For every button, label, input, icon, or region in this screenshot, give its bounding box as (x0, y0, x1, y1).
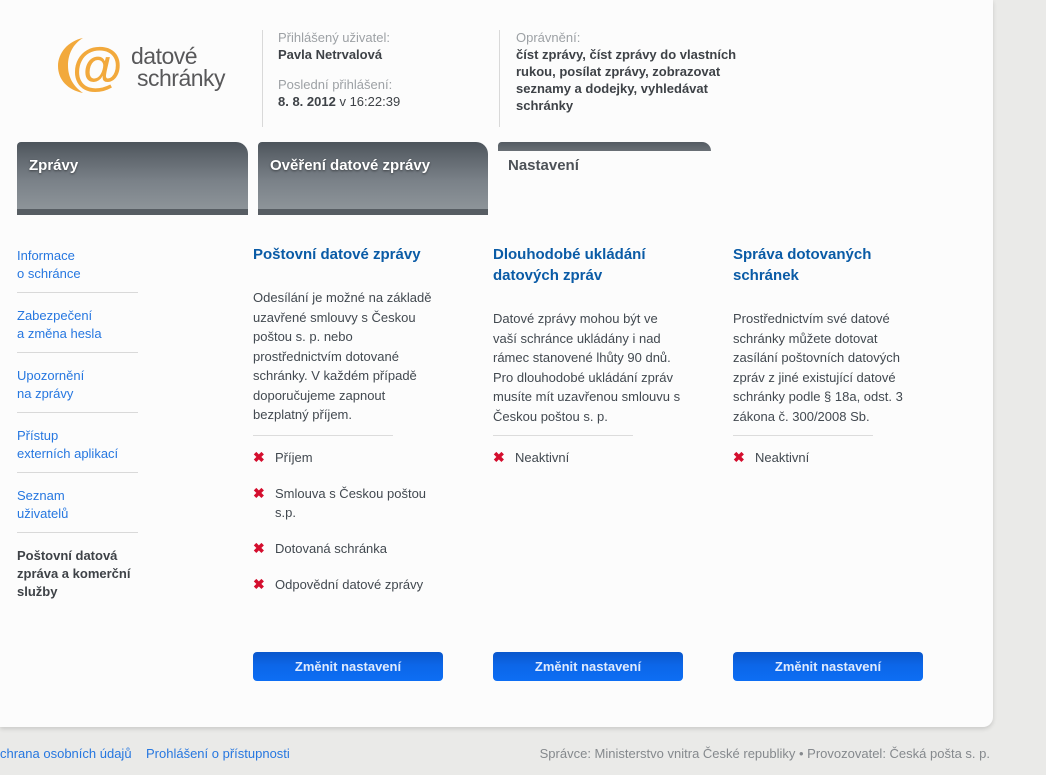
sidebar-item-informace-o-schrance[interactable]: Informace o schránce (17, 248, 81, 281)
footer-link-ochrana-osobnich-udaju[interactable]: chrana osobních údajů (0, 746, 132, 761)
logo-text-line1: datové (131, 43, 198, 69)
sidebar-divider (17, 472, 138, 473)
sidebar-item-upozorneni-na-zpravy[interactable]: Upozornění na zprávy (17, 368, 85, 401)
tab-overeni-datove-zpravy[interactable]: Ověření datové zprávy (258, 142, 488, 215)
sidebar-divider (17, 292, 138, 293)
sidebar-item-pristup-externich-aplikaci[interactable]: Přístup externích aplikací (17, 428, 119, 461)
section-dlouhodobe-ukladani (493, 244, 683, 714)
status-cross-icon: ✖ (253, 540, 265, 556)
logged-user-name: Pavla Netrvalová (278, 47, 383, 62)
last-login-label: Poslední přihlášení: (278, 77, 393, 92)
sidebar-divider (17, 412, 138, 413)
permissions-label: Oprávnění: (516, 30, 581, 45)
status-row-neaktivni: ✖ Neaktivní (493, 449, 570, 465)
status-list (493, 448, 683, 484)
change-settings-button-1[interactable]: Změnit nastavení (253, 652, 443, 681)
section-sprava-dotovanych-schranek (733, 244, 923, 714)
permissions-text: číst zprávy, číst zprávy do vlastních rukou, posílat zprávy, zobrazovat seznamy a dodejky, vyhledávat schránky (516, 47, 737, 113)
settings-sidebar (17, 247, 149, 610)
status-cross-icon: ✖ (253, 576, 265, 592)
section-postovni-datove-zpravy (253, 244, 443, 714)
status-row-neaktivni: ✖ Neaktivní (733, 449, 810, 465)
last-login-value: 8. 8. 2012 v 16:22:39 (278, 94, 401, 109)
datove-schranky-logo[interactable] (57, 37, 287, 97)
section-description: Odesílání je možné na základě uzavřené smlouvy s Českou poštou s. p. nebo prostřednictvím dotované schránky. V každém případě doporučujeme zapnout bezplatný příjem. (253, 290, 432, 422)
change-settings-button-2[interactable]: Změnit nastavení (493, 652, 683, 681)
status-row-dotovana-schranka: ✖ Dotovaná schránka (253, 540, 388, 556)
logo-text-line2: schránky (137, 65, 226, 91)
section-description: Datové zprávy mohou být ve vaší schránce ukládány i nad rámec stanovené lhůty 90 dnů. Pro dlouhodobé ukládání zpráv musíte mít uzavřenou smlouvu s Českou poštou s. p. (493, 311, 681, 424)
status-row-prijem: ✖ Příjem (253, 449, 313, 465)
change-settings-button-3[interactable]: Změnit nastavení (733, 652, 923, 681)
sidebar-item-zabezpeceni-a-zmena-hesla[interactable]: Zabezpečení a změna hesla (17, 308, 102, 341)
sidebar-item-seznam-uzivatelu[interactable]: Seznam uživatelů (17, 488, 69, 521)
logged-user-block (278, 29, 488, 123)
footer-link-prohlaseni-o-pristupnosti[interactable]: Prohlášení o přístupnosti (146, 746, 290, 761)
status-list (253, 448, 443, 611)
section-description: Prostřednictvím své datové schránky můžete dotovat zasílání poštovních datových zpráv z jiné existující datové schránky podle § 18a, odst. 3 zákona č. 300/2008 Sb. (733, 311, 903, 424)
section-title: Správa dotovaných schránek (733, 246, 872, 284)
footer-operator-info: Správce: Ministerstvo vnitra České republiky • Provozovatel: Česká pošta s. p. (539, 746, 990, 761)
section-divider (253, 435, 393, 436)
status-cross-icon: ✖ (253, 485, 265, 501)
status-cross-icon: ✖ (493, 449, 505, 465)
section-title: Dlouhodobé ukládání datových zpráv (493, 246, 646, 284)
section-title: Poštovní datové zprávy (253, 246, 421, 263)
status-cross-icon: ✖ (253, 449, 265, 465)
sidebar-divider (17, 532, 138, 533)
at-icon: @ (72, 38, 123, 96)
status-row-smlouva: ✖ Smlouva s Českou poštou s.p. (253, 485, 427, 520)
sidebar-item-postovni-datova-zprava[interactable]: Poštovní datová zpráva a komerční služby (17, 548, 131, 599)
permissions-block (516, 29, 766, 114)
status-list (733, 448, 923, 484)
status-cross-icon: ✖ (733, 449, 745, 465)
header-divider (499, 30, 500, 127)
sidebar-divider (17, 352, 138, 353)
logged-user-label: Přihlášený uživatel: (278, 30, 390, 45)
status-row-odpovedni-zpravy: ✖ Odpovědní datové zprávy (253, 576, 424, 592)
header-divider (262, 30, 263, 127)
section-divider (733, 435, 873, 436)
tab-nastaveni[interactable]: Nastavení (508, 157, 579, 174)
tab-nastaveni-strip[interactable] (498, 142, 711, 151)
section-divider (493, 435, 633, 436)
tab-zpravy[interactable]: Zprávy (17, 142, 248, 215)
